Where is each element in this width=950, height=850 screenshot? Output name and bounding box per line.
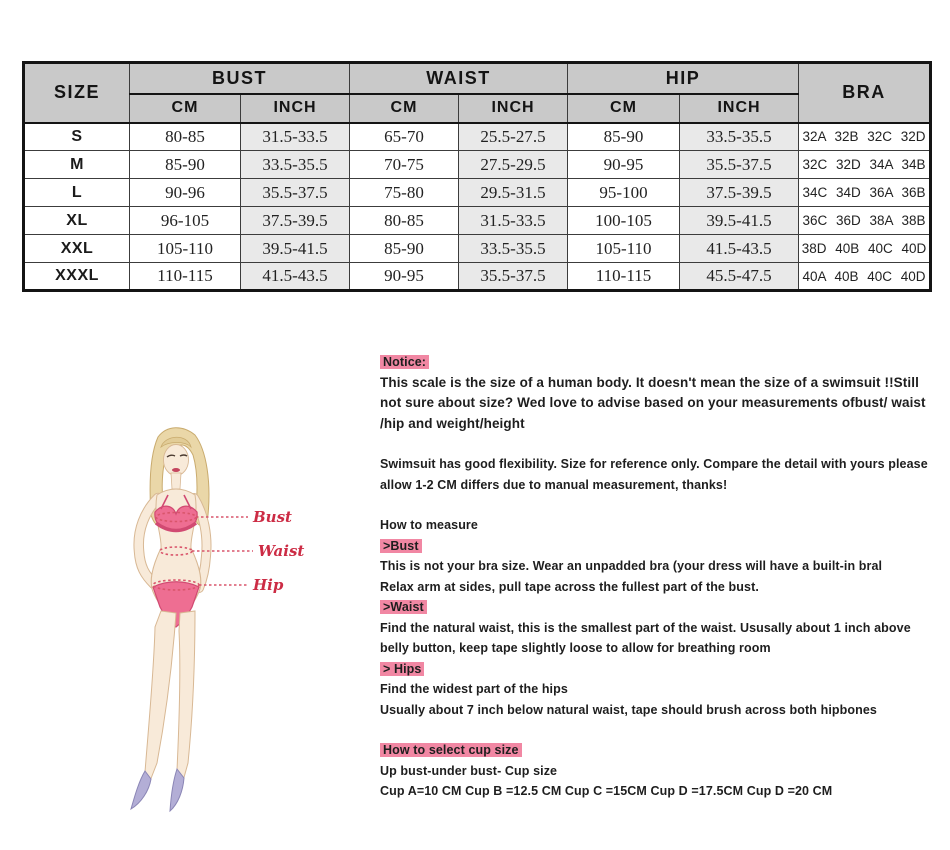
hips-instruction-2: Usually about 7 inch below natural waist, tape should brush across both hipbones: [380, 702, 877, 717]
cell-bust-inch: 41.5-43.5: [241, 263, 350, 291]
waist-instruction: Find the natural waist, this is the smallest part of the waist. Ususally about 1 inch above belly button, keep tape slightly loose to allow for breathing room: [380, 620, 911, 655]
bust-instruction-1: This is not your bra size. Wear an unpadded bra (your dress will have a built-in bral: [380, 559, 883, 573]
cell-bust-cm: 105-110: [130, 235, 241, 263]
flexibility-note: Swimsuit has good flexibility. Size for reference only. Compare the detail with yours please allow 1-2 CM differs due to manual measurement, thanks!: [380, 457, 928, 492]
col-header-waist-inch: INCH: [459, 94, 568, 123]
figure-sketch: [95, 415, 395, 835]
cell-bra: 36C 36D 38A 38B: [799, 207, 931, 235]
cell-bust-cm: 85-90: [130, 151, 241, 179]
cup-size-formula: Up bust-under bust- Cup size: [380, 763, 558, 778]
cell-bra: 40A 40B 40C 40D: [799, 263, 931, 291]
size-chart-header: [24, 63, 931, 123]
size-row-xxxl: [24, 263, 931, 291]
cell-bust-cm: 90-96: [130, 179, 241, 207]
notice-heading: [380, 352, 928, 373]
notice-paragraph: This scale is the size of a human body. It doesn't mean the size of a swimsuit !!Still not sure about size? Wed love to advise based on your measurements ofbust/ waist /hip and weight/height: [380, 374, 926, 431]
size-row-s: [24, 123, 931, 151]
lips: [172, 468, 180, 472]
cell-hip-cm: 90-95: [568, 151, 680, 179]
cell-hip-cm: 105-110: [568, 235, 680, 263]
cell-hip-inch: 33.5-35.5: [680, 123, 799, 151]
cell-waist-cm: 75-80: [350, 179, 459, 207]
cell-hip-inch: 45.5-47.5: [680, 263, 799, 291]
cell-bra: 32A 32B 32C 32D: [799, 123, 931, 151]
cell-waist-cm: 70-75: [350, 151, 459, 179]
sizing-notes: [380, 352, 928, 802]
col-header-hip-cm: CM: [568, 94, 680, 123]
size-chart-body: [24, 123, 931, 291]
neck: [171, 473, 181, 489]
hip-label: Hip: [253, 576, 284, 594]
cell-bra: 38D 40B 40C 40D: [799, 235, 931, 263]
cell-bust-inch: 31.5-33.5: [241, 123, 350, 151]
bust-label: Bust: [253, 508, 292, 526]
cell-bust-inch: 35.5-37.5: [241, 179, 350, 207]
col-header-waist: WAIST: [350, 63, 568, 94]
bust-instruction-2: Relax arm at sides, pull tape across the fullest part of the bust.: [380, 579, 759, 594]
cell-waist-inch: 33.5-35.5: [459, 235, 568, 263]
cell-bust-inch: 37.5-39.5: [241, 207, 350, 235]
bust-heading: [380, 536, 928, 557]
waist-heading: [380, 597, 928, 618]
cell-waist-cm: 90-95: [350, 263, 459, 291]
cell-hip-cm: 110-115: [568, 263, 680, 291]
how-to-measure-heading: How to measure: [380, 518, 478, 532]
cell-bra: 32C 32D 34A 34B: [799, 151, 931, 179]
shoe-right: [170, 769, 184, 811]
cell-hip-inch: 39.5-41.5: [680, 207, 799, 235]
cell-waist-inch: 27.5-29.5: [459, 151, 568, 179]
cell-hip-inch: 37.5-39.5: [680, 179, 799, 207]
cell-size: L: [24, 179, 130, 207]
cup-size-heading-text: How to select cup size: [380, 743, 522, 757]
cell-waist-inch: 31.5-33.5: [459, 207, 568, 235]
cell-size: XXL: [24, 235, 130, 263]
notice-heading-text: Notice:: [380, 355, 429, 369]
size-row-m: [24, 151, 931, 179]
cell-bust-inch: 33.5-35.5: [241, 151, 350, 179]
col-header-size: SIZE: [24, 63, 130, 123]
cell-bust-cm: 110-115: [130, 263, 241, 291]
bust-heading-text: >Bust: [380, 539, 422, 553]
cell-bust-inch: 39.5-41.5: [241, 235, 350, 263]
cell-waist-inch: 25.5-27.5: [459, 123, 568, 151]
col-header-bust-inch: INCH: [241, 94, 350, 123]
hips-heading-text: > Hips: [380, 662, 424, 676]
cell-hip-cm: 100-105: [568, 207, 680, 235]
size-row-xl: [24, 207, 931, 235]
cell-size: XL: [24, 207, 130, 235]
col-header-bra: BRA: [799, 63, 931, 123]
cell-hip-inch: 41.5-43.5: [680, 235, 799, 263]
hips-heading: [380, 659, 928, 680]
cell-waist-inch: 35.5-37.5: [459, 263, 568, 291]
leg-left: [145, 611, 176, 781]
col-header-bust-cm: CM: [130, 94, 241, 123]
cell-hip-cm: 95-100: [568, 179, 680, 207]
cup-size-heading: [380, 740, 928, 761]
cell-waist-cm: 85-90: [350, 235, 459, 263]
cell-bra: 34C 34D 36A 36B: [799, 179, 931, 207]
cell-waist-inch: 29.5-31.5: [459, 179, 568, 207]
col-header-bust: BUST: [130, 63, 350, 94]
cell-size: M: [24, 151, 130, 179]
cell-waist-cm: 80-85: [350, 207, 459, 235]
cup-size-values: Cup A=10 CM Cup B =12.5 CM Cup C =15CM Cup D =17.5CM Cup D =20 CM: [380, 784, 833, 798]
size-row-l: [24, 179, 931, 207]
col-header-hip: HIP: [568, 63, 799, 94]
cell-hip-cm: 85-90: [568, 123, 680, 151]
size-row-xxl: [24, 235, 931, 263]
hips-instruction-1: Find the widest part of the hips: [380, 682, 568, 696]
cell-hip-inch: 35.5-37.5: [680, 151, 799, 179]
cell-bust-cm: 96-105: [130, 207, 241, 235]
waist-label: Waist: [258, 542, 305, 560]
col-header-hip-inch: INCH: [680, 94, 799, 123]
size-chart-table: [22, 61, 932, 292]
cell-waist-cm: 65-70: [350, 123, 459, 151]
leg-right: [177, 611, 195, 781]
cell-bust-cm: 80-85: [130, 123, 241, 151]
shoe-left: [131, 771, 151, 809]
col-header-waist-cm: CM: [350, 94, 459, 123]
cell-size: XXXL: [24, 263, 130, 291]
waist-heading-text: >Waist: [380, 600, 427, 614]
cell-size: S: [24, 123, 130, 151]
